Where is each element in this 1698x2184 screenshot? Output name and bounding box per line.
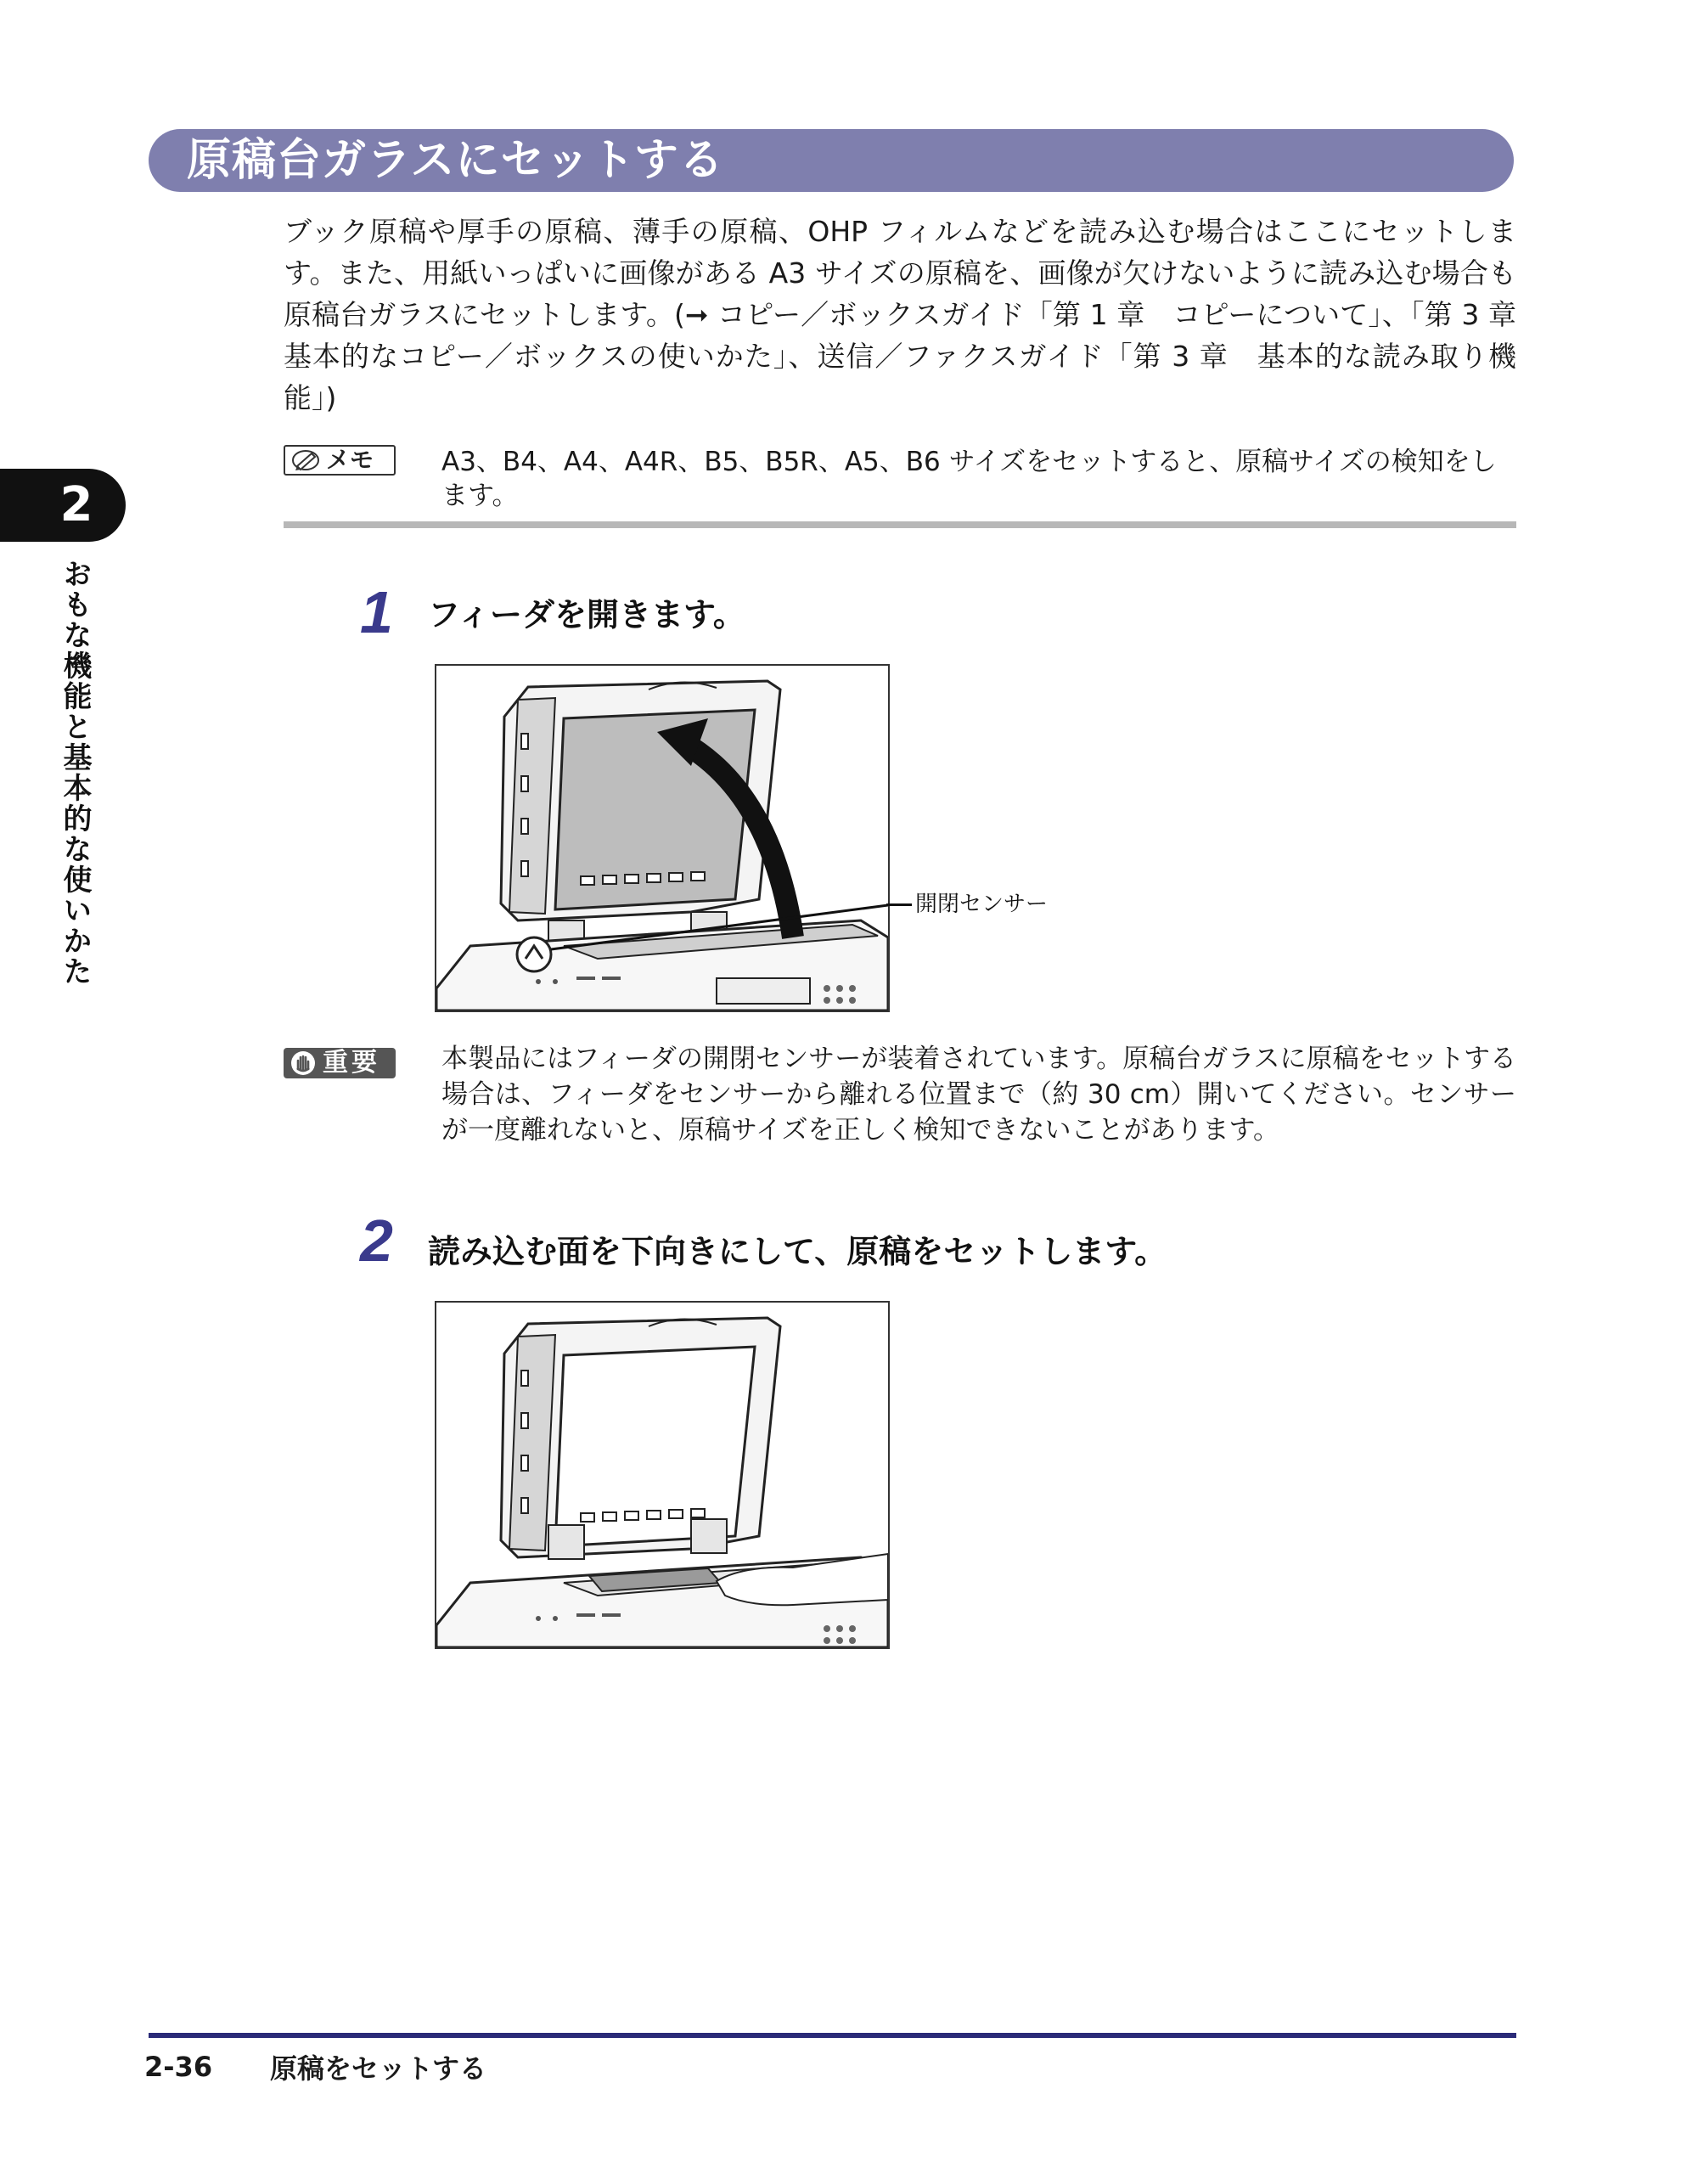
important-label: 重要 — [323, 1048, 380, 1078]
chapter-number: 2 — [59, 477, 93, 532]
important-text: 本製品にはフィーダの開閉センサーが装着されています。原稿台ガラスに原稿をセットする場合は、フィーダをセンサーから離れる位置まで（約 30 cm）開いてください。センサーが一度離れないと、原稿サイズを正しく検知できないことがあります。 — [441, 1044, 1516, 1145]
figure-open-feeder — [435, 664, 890, 1012]
section-title: 原稿台ガラスにセットする — [187, 135, 724, 186]
figure-place-original — [435, 1301, 890, 1649]
step-1-text: フィーダを開きます。 — [428, 596, 745, 633]
pencil-icon — [285, 447, 326, 474]
callout-leader — [886, 903, 912, 906]
memo-label: メモ — [326, 446, 374, 474]
chapter-side-label: おもな機能と基本的な使いかた — [58, 559, 92, 987]
memo-badge — [284, 445, 396, 476]
important-badge — [284, 1048, 396, 1078]
step-1-number: 1 — [360, 579, 393, 645]
step-2-number: 2 — [360, 1207, 393, 1274]
sensor-callout: 開閉センサー — [915, 892, 1049, 917]
hand-stop-icon — [284, 1048, 323, 1078]
feeder-open-illustration — [436, 666, 888, 1010]
original-placement-illustration — [436, 1303, 888, 1647]
section-divider — [284, 521, 1516, 528]
sensor-marker — [517, 937, 551, 971]
footer-title: 原稿をセットする — [270, 2052, 487, 2085]
page-number: 2-36 — [144, 2051, 213, 2083]
step-2-text: 読み込む面を下向きにして、原稿をセットします。 — [428, 1233, 1167, 1270]
footer-rule — [149, 2033, 1516, 2038]
memo-text: A3、B4、A4、A4R、B5、B5R、A5、B6 サイズをセットすると、原稿サイズの検知をします。 — [441, 447, 1497, 511]
intro-paragraph: ブック原稿や厚手の原稿、薄手の原稿、OHP フィルムなどを読み込む場合はここにセットします。また、用紙いっぱいに画像がある A3 サイズの原稿を、画像が欠けないように読み込む場合も原稿台ガラスにセットします。(➞ コピー／ボックスガイド「第 1 章 コピーについて」、「第 3 章 基本的なコピー／ボックスの使いかた」、送信／ファクスガイド「第 3 章 基本的な読み取り機能」) — [284, 215, 1544, 414]
